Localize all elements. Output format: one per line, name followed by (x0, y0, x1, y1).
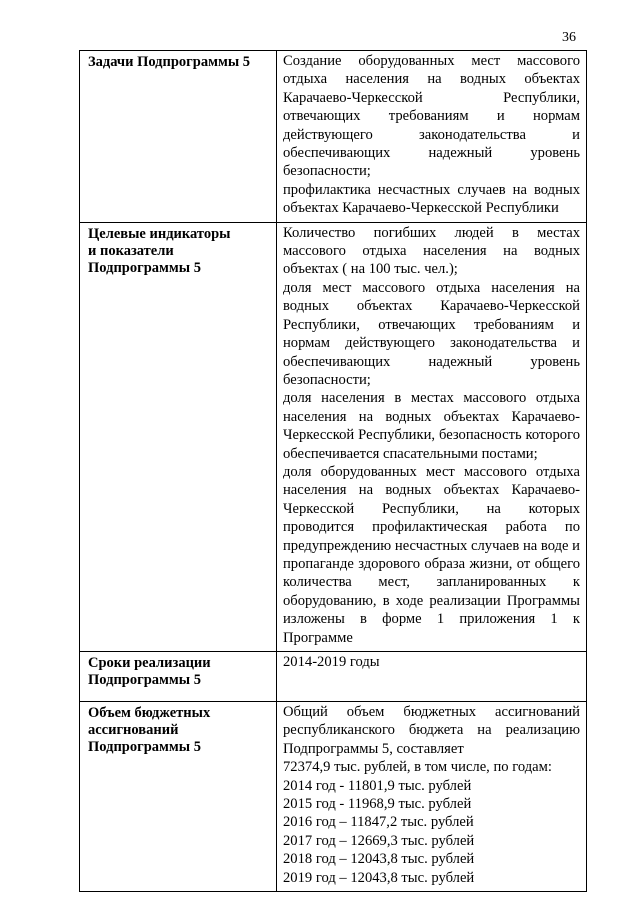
label-line: Целевые индикаторы (88, 225, 231, 242)
value-paragraph: 72374,9 тыс. рублей, в том числе, по годам: (283, 759, 552, 776)
value-paragraph: доля населения в местах массового отдыха населения на водных объектах Карачаево-Черкесской Республики, безопасность которого обеспечивается спасательными постами; (283, 390, 580, 462)
label-line: Задачи Подпрограммы 5 (88, 54, 251, 70)
page-number: 36 (562, 30, 576, 45)
row-label (80, 51, 276, 77)
label-line: Подпрограммы 5 (88, 259, 201, 276)
budget-year-line: 2014 год - 11801,9 тыс. рублей (283, 777, 472, 794)
label-cell (80, 702, 277, 892)
budget-year-line: 2019 год – 12043,8 тыс. рублей (283, 869, 475, 886)
row-value (277, 652, 586, 675)
label-line: ассигнований (88, 722, 179, 738)
table-row-indicators (80, 222, 587, 651)
value-cell (277, 222, 587, 651)
value-paragraph: профилактика несчастных случаев на водных объектах Карачаево-Черкесской Республики (283, 181, 580, 217)
value-paragraph: доля оборудованных мест массового отдыха населения на водных объектах Карачаево-Черкесской Республики, на которых проводится профилактическая работа по предупреждению несчастных случаев на воде и пропаганде здорового образа жизни, от общего количества мест, запланированных к оборудованию, в ходе реализации Программы изложены в форме 1 приложения 1 к Программе (283, 463, 580, 646)
label-cell (80, 51, 277, 223)
budget-year-line: 2017 год – 12669,3 тыс. рублей (283, 832, 475, 849)
label-line: Подпрограммы 5 (88, 739, 201, 755)
row-label (80, 702, 276, 762)
value-paragraph: Количество погибших людей в местах массового отдыха населения на водных объектах ( на 100 тыс. чел.); (283, 224, 580, 278)
row-value (277, 702, 586, 891)
label-line: Сроки реализации (88, 655, 211, 671)
row-label (80, 652, 276, 695)
value-cell (277, 702, 587, 892)
label-cell (80, 652, 277, 702)
passport-table (79, 50, 587, 892)
budget-year-line: 2015 год - 11968,9 тыс. рублей (283, 796, 472, 813)
label-line: Подпрограммы 5 (88, 672, 201, 688)
row-value (277, 223, 586, 651)
value-cell (277, 652, 587, 702)
label-cell (80, 222, 277, 651)
value-cell (277, 51, 587, 223)
table-row-budget (80, 702, 587, 892)
label-line: Объем бюджетных (88, 705, 211, 721)
table-row-terms (80, 652, 587, 702)
value-paragraph: Создание оборудованных мест массового отдыха населения на водных объектах Карачаево-Черкесской Республики, отвечающих требованиям и нормам действующего законодательства и обеспечивающих надежный уровень безопасности; (283, 53, 580, 180)
value-paragraph: доля мест массового отдыха населения на водных объектах Карачаево-Черкесской Республики, отвечающих требованиям и нормам действующего законодательства и обеспечивающих надежный уровень безопасности; (283, 279, 580, 388)
value-paragraph: 2014-2019 годы (283, 654, 380, 670)
table-row-tasks (80, 51, 587, 223)
budget-year-line: 2018 год – 12043,8 тыс. рублей (283, 851, 475, 868)
label-line: и показатели (88, 242, 174, 259)
row-value (277, 51, 586, 222)
row-label (80, 223, 276, 283)
value-paragraph: Общий объем бюджетных ассигнований республиканского бюджета на реализацию Подпрограммы 5, составляет (283, 704, 580, 757)
budget-year-line: 2016 год – 11847,2 тыс. рублей (283, 814, 474, 831)
